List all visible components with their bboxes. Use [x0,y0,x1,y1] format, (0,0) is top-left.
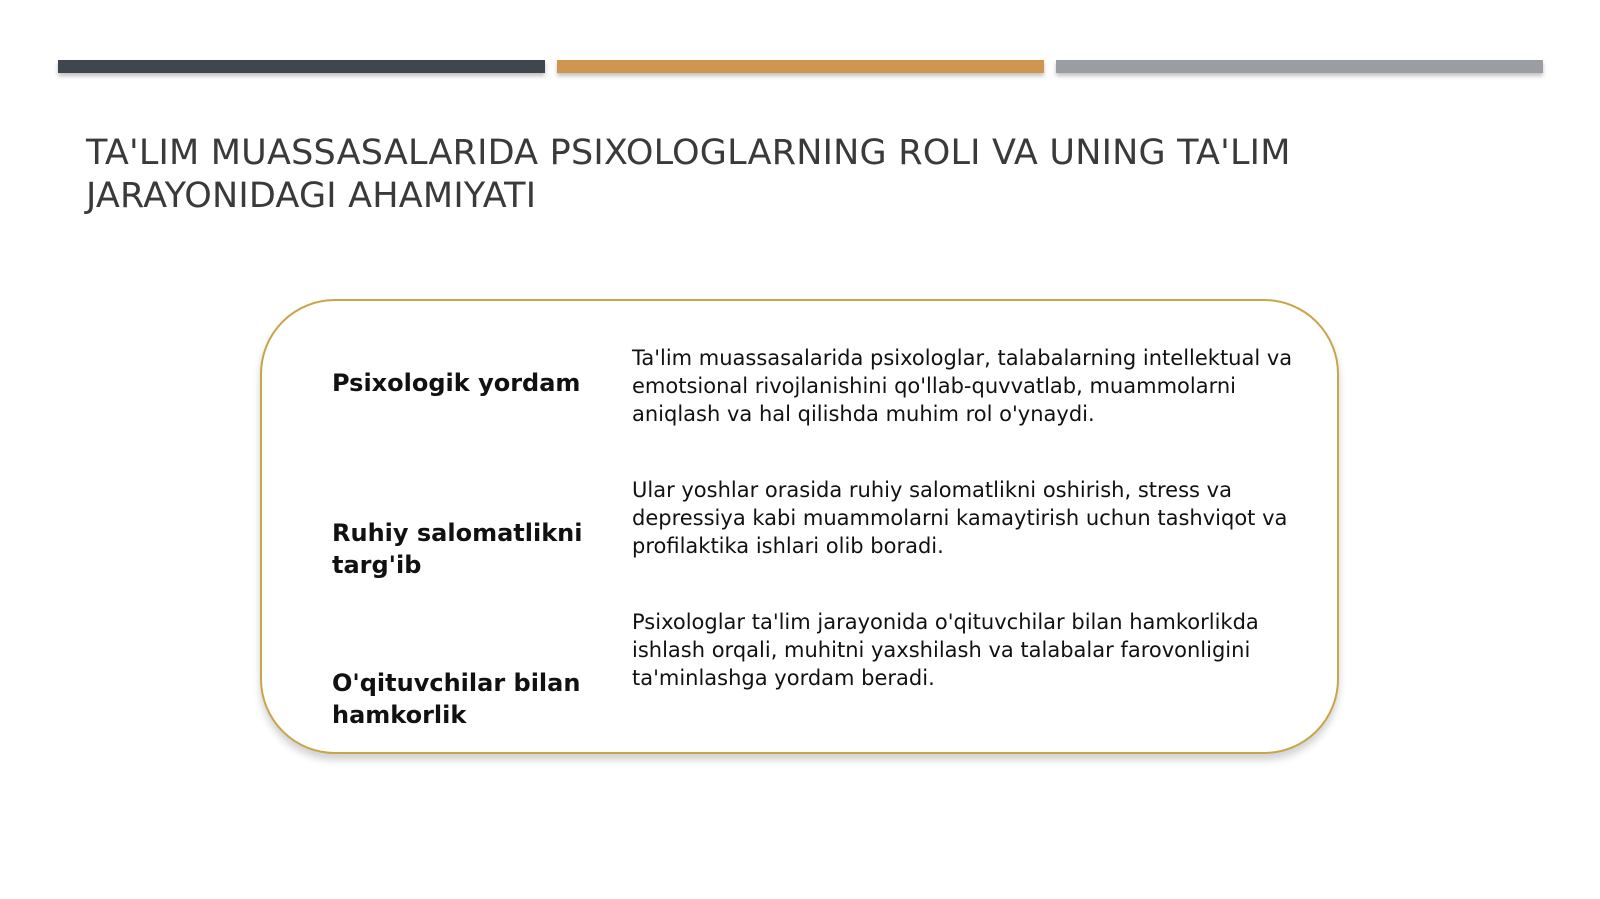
slide-title: TA'LIM MUASSASALARIDA PSIXOLOGLARNING ROLI VA UNING TA'LIM JARAYONIDAGI AHAMIYATI [86,133,1291,216]
accent-bar-gold [557,60,1044,73]
term-teacher-collaboration: O'qituvchilar bilan hamkorlik [332,669,581,729]
description-teacher-collaboration: Psixologlar ta'lim jarayonida o'qituvchilar bilan hamkorlikda ishlash orqali, muhitni yaxshilash va talabalar farovonligini ta'minlashga yordam beradi. [632,610,1259,690]
term-psychological-help: Psixologik yordam [332,369,581,397]
description-psychological-help: Ta'lim muassasalarida psixologlar, talabalarning intellektual va emotsional rivojlanishini qo'llab-quvvatlab, muammolarni aniqlash va hal qilishda muhim rol o'ynaydi. [632,346,1293,426]
accent-bar-dark [58,60,545,73]
accent-bar-gray [1056,60,1543,73]
term-mental-health-promotion: Ruhiy salomatlikni targ'ib [332,519,583,579]
description-mental-health-promotion: Ular yoshlar orasida ruhiy salomatlikni oshirish, stress va depressiya kabi muammolarni kamaytirish uchun tashviqot va profilaktika ishlari olib boradi. [632,478,1288,558]
